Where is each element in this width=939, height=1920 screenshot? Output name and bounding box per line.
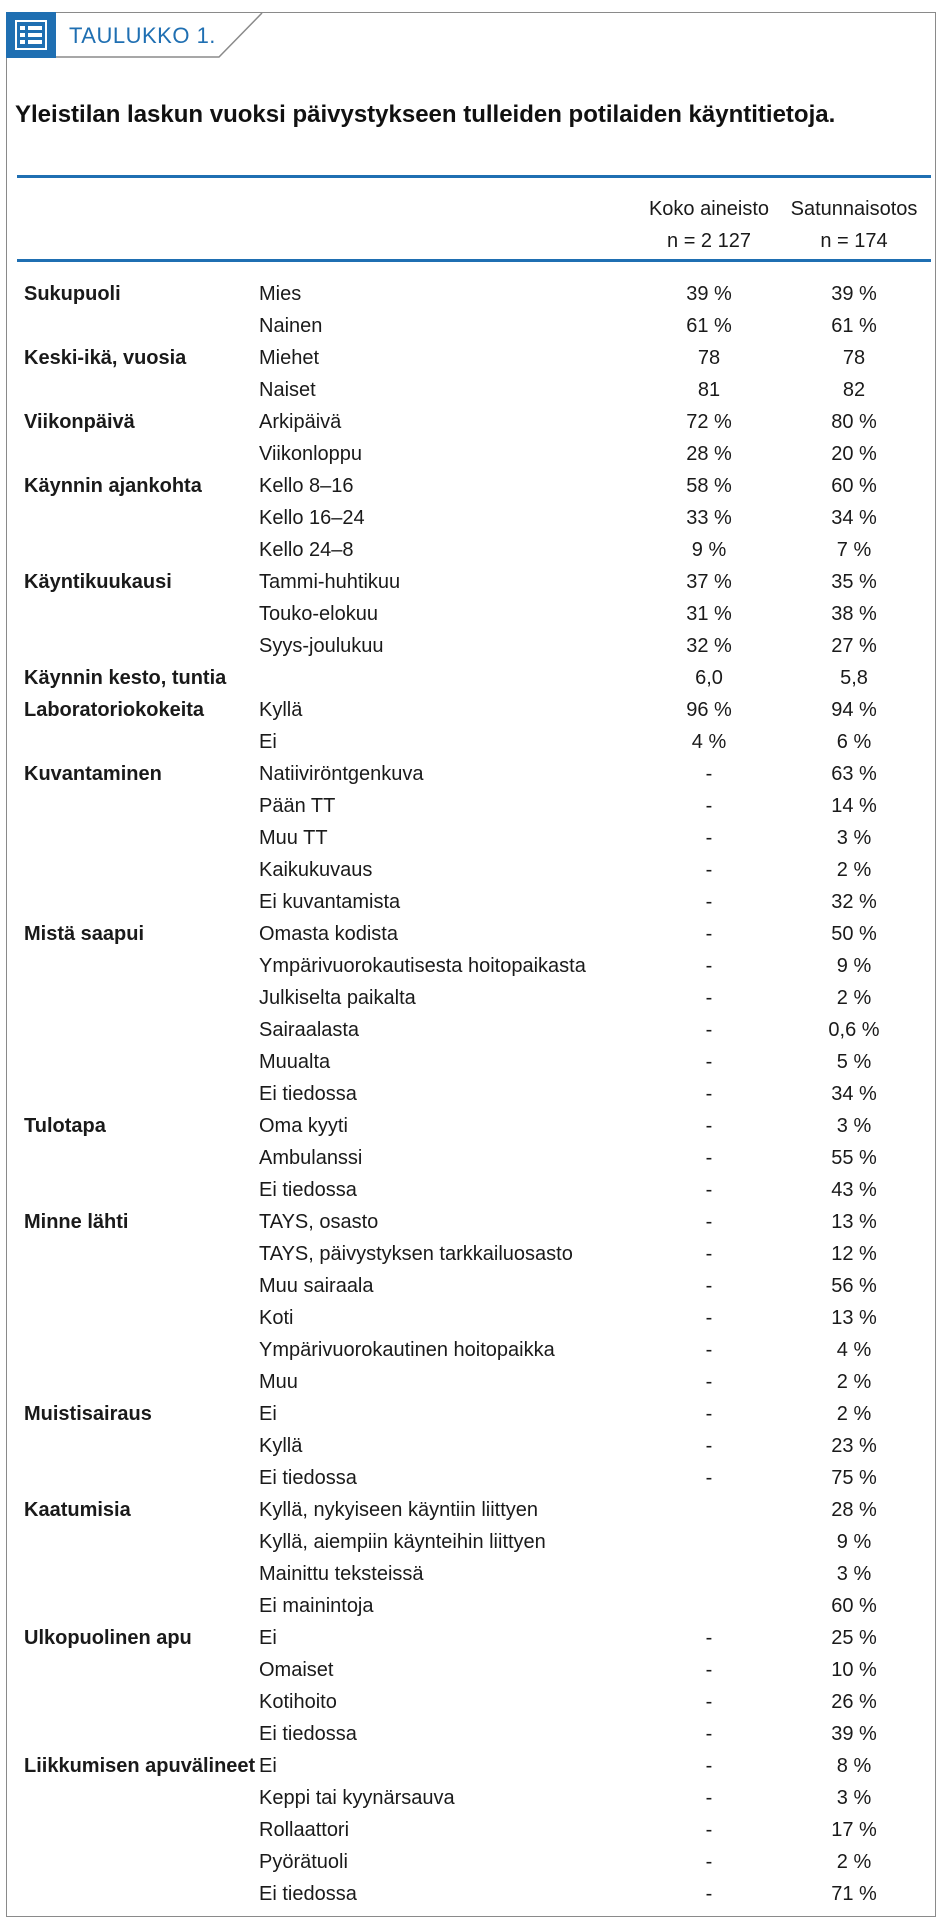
row-subcategory: Muu TT: [259, 827, 328, 849]
table-row: [7, 1622, 937, 1654]
cell-satunnaisotos: 50 %: [831, 923, 877, 945]
table-row: [7, 1334, 937, 1366]
cell-koko-aineisto: -: [705, 1851, 713, 1873]
row-subcategory: Miehet: [259, 347, 320, 369]
top-rule: [17, 175, 931, 178]
table-row: [7, 1558, 937, 1590]
row-subcategory: Omaiset: [259, 1659, 334, 1681]
cell-satunnaisotos: 4 %: [836, 1339, 872, 1361]
cell-satunnaisotos: 5,8: [840, 667, 868, 689]
row-subcategory: Nainen: [259, 315, 323, 337]
row-subcategory: Viikonloppu: [259, 443, 363, 465]
cell-koko-aineisto: 28 %: [686, 443, 732, 465]
cell-satunnaisotos: 0,6 %: [828, 1019, 880, 1041]
table-row: [7, 1078, 937, 1110]
row-subcategory: Muu sairaala: [259, 1275, 374, 1297]
row-category: Sukupuoli: [24, 283, 121, 305]
table-row: [7, 1878, 937, 1910]
row-subcategory: Ympärivuorokautisesta hoitopaikasta: [259, 955, 586, 977]
table-row: [7, 1654, 937, 1686]
table-row: [7, 310, 937, 342]
cell-satunnaisotos: 14 %: [831, 795, 877, 817]
cell-koko-aineisto: -: [705, 1019, 713, 1041]
cell-satunnaisotos: 12 %: [831, 1243, 877, 1265]
cell-koko-aineisto: -: [705, 1243, 713, 1265]
cell-satunnaisotos: 10 %: [831, 1659, 877, 1681]
cell-koko-aineisto: -: [705, 1883, 713, 1905]
cell-satunnaisotos: 35 %: [831, 571, 877, 593]
table-frame: [6, 12, 936, 1917]
table-title: Yleistilan laskun vuoksi päivystykseen tulleiden potilaiden käyntitietoja.: [15, 101, 836, 128]
row-category: Minne lähti: [24, 1211, 129, 1233]
row-subcategory: Ei: [259, 1403, 277, 1425]
row-subcategory: Ympärivuorokautinen hoitopaikka: [259, 1339, 555, 1361]
cell-satunnaisotos: 9 %: [836, 955, 872, 977]
cell-satunnaisotos: 26 %: [831, 1691, 877, 1713]
cell-satunnaisotos: 71 %: [831, 1883, 877, 1905]
cell-satunnaisotos: 2 %: [836, 1403, 872, 1425]
cell-satunnaisotos: 3 %: [836, 1563, 872, 1585]
cell-koko-aineisto: -: [705, 827, 713, 849]
row-category: Kaatumisia: [24, 1499, 131, 1521]
table-row: [7, 854, 937, 886]
table-row: [7, 822, 937, 854]
cell-satunnaisotos: 34 %: [831, 1083, 877, 1105]
cell-satunnaisotos: 63 %: [831, 763, 877, 785]
column-header-n: n = 2 127: [667, 230, 751, 252]
cell-koko-aineisto: -: [705, 923, 713, 945]
cell-satunnaisotos: 7 %: [836, 539, 872, 561]
row-subcategory: Pyörätuoli: [259, 1851, 348, 1873]
row-category: Laboratoriokokeita: [24, 699, 205, 721]
row-subcategory: Ei tiedossa: [259, 1083, 357, 1105]
cell-satunnaisotos: 13 %: [831, 1211, 877, 1233]
cell-koko-aineisto: -: [705, 1787, 713, 1809]
cell-koko-aineisto: 78: [697, 347, 721, 369]
table-row: [7, 502, 937, 534]
cell-satunnaisotos: 2 %: [836, 859, 872, 881]
table-row: [7, 1526, 937, 1558]
cell-koko-aineisto: -: [705, 1115, 713, 1137]
table-row: [7, 662, 937, 694]
column-header-n: n = 174: [820, 230, 888, 252]
cell-koko-aineisto: -: [705, 955, 713, 977]
cell-satunnaisotos: 94 %: [831, 699, 877, 721]
cell-satunnaisotos: 75 %: [831, 1467, 877, 1489]
cell-koko-aineisto: -: [705, 1307, 713, 1329]
table-row: [7, 374, 937, 406]
cell-koko-aineisto: -: [705, 1691, 713, 1713]
cell-satunnaisotos: 6 %: [836, 731, 872, 753]
table-row: [7, 918, 937, 950]
column-header-satunnaisotos: [774, 193, 934, 257]
header-rule: [17, 259, 931, 262]
cell-koko-aineisto: -: [705, 1723, 713, 1745]
row-subcategory: Ei tiedossa: [259, 1883, 357, 1905]
row-subcategory: Arkipäivä: [259, 411, 342, 433]
row-subcategory: Ei: [259, 1627, 277, 1649]
table-row: [7, 470, 937, 502]
table-row: [7, 1142, 937, 1174]
row-subcategory: Natiiviröntgenkuva: [259, 763, 424, 785]
table-row: [7, 1686, 937, 1718]
row-subcategory: Muualta: [259, 1051, 331, 1073]
row-subcategory: Kyllä, aiempiin käynteihin liittyen: [259, 1531, 546, 1553]
table-row: [7, 694, 937, 726]
cell-satunnaisotos: 55 %: [831, 1147, 877, 1169]
row-subcategory: Kello 24–8: [259, 539, 354, 561]
cell-satunnaisotos: 23 %: [831, 1435, 877, 1457]
row-subcategory: Kyllä, nykyiseen käyntiin liittyen: [259, 1499, 539, 1521]
cell-koko-aineisto: -: [705, 1467, 713, 1489]
row-category: Käyntikuukausi: [24, 571, 172, 593]
table-row: [7, 1590, 937, 1622]
table-row: [7, 1750, 937, 1782]
row-subcategory: Ei mainintoja: [259, 1595, 374, 1617]
row-category: Muistisairaus: [24, 1403, 152, 1425]
cell-koko-aineisto: -: [705, 1371, 713, 1393]
row-subcategory: Touko-elokuu: [259, 603, 378, 625]
cell-koko-aineisto: 31 %: [686, 603, 732, 625]
row-category: Käynnin kesto, tuntia: [24, 667, 227, 689]
table-row: [7, 1238, 937, 1270]
row-subcategory: Pään TT: [259, 795, 336, 817]
row-category: Liikkumisen apuvälineet: [24, 1755, 256, 1777]
cell-satunnaisotos: 32 %: [831, 891, 877, 913]
cell-koko-aineisto: -: [705, 1211, 713, 1233]
row-subcategory: Julkiselta paikalta: [259, 987, 416, 1009]
cell-koko-aineisto: 72 %: [686, 411, 732, 433]
cell-koko-aineisto: -: [705, 1755, 713, 1777]
cell-koko-aineisto: 58 %: [686, 475, 732, 497]
row-subcategory: Muu: [259, 1371, 298, 1393]
cell-koko-aineisto: 32 %: [686, 635, 732, 657]
table-body: [7, 278, 937, 1910]
cell-satunnaisotos: 9 %: [836, 1531, 872, 1553]
column-header-koko-aineisto: [629, 193, 789, 257]
row-subcategory: Ei tiedossa: [259, 1179, 357, 1201]
row-subcategory: Ei: [259, 731, 277, 753]
cell-satunnaisotos: 8 %: [836, 1755, 872, 1777]
row-category: Mistä saapui: [24, 923, 145, 945]
table-row: [7, 406, 937, 438]
cell-satunnaisotos: 2 %: [836, 1851, 872, 1873]
cell-satunnaisotos: 39 %: [831, 1723, 877, 1745]
cell-koko-aineisto: -: [705, 1179, 713, 1201]
cell-satunnaisotos: 60 %: [831, 1595, 877, 1617]
table-row: [7, 598, 937, 630]
row-category: Keski-ikä, vuosia: [24, 347, 187, 369]
cell-satunnaisotos: 13 %: [831, 1307, 877, 1329]
cell-koko-aineisto: -: [705, 1083, 713, 1105]
table-row: [7, 1046, 937, 1078]
cell-koko-aineisto: -: [705, 987, 713, 1009]
cell-koko-aineisto: 96 %: [686, 699, 732, 721]
cell-koko-aineisto: -: [705, 1627, 713, 1649]
cell-koko-aineisto: 4 %: [691, 731, 727, 753]
cell-satunnaisotos: 56 %: [831, 1275, 877, 1297]
cell-satunnaisotos: 3 %: [836, 827, 872, 849]
row-category: Käynnin ajankohta: [24, 475, 202, 497]
row-subcategory: Ambulanssi: [259, 1147, 363, 1169]
row-subcategory: Mainittu teksteissä: [259, 1563, 424, 1585]
cell-koko-aineisto: -: [705, 1147, 713, 1169]
row-subcategory: Ei kuvantamista: [259, 891, 401, 913]
row-subcategory: Kello 16–24: [259, 507, 365, 529]
table-row: [7, 1718, 937, 1750]
row-subcategory: Koti: [259, 1307, 294, 1329]
row-subcategory: Kyllä: [259, 699, 303, 721]
table-row: [7, 1430, 937, 1462]
cell-satunnaisotos: 80 %: [831, 411, 877, 433]
table-row: [7, 1846, 937, 1878]
cell-satunnaisotos: 17 %: [831, 1819, 877, 1841]
row-subcategory: Ei tiedossa: [259, 1467, 357, 1489]
row-subcategory: Oma kyyti: [259, 1115, 348, 1137]
cell-satunnaisotos: 38 %: [831, 603, 877, 625]
row-subcategory: Kello 8–16: [259, 475, 354, 497]
cell-satunnaisotos: 27 %: [831, 635, 877, 657]
cell-satunnaisotos: 3 %: [836, 1115, 872, 1137]
table-row: [7, 438, 937, 470]
table-row: [7, 630, 937, 662]
cell-satunnaisotos: 60 %: [831, 475, 877, 497]
row-subcategory: TAYS, päivystyksen tarkkailuosasto: [259, 1243, 573, 1265]
cell-koko-aineisto: -: [705, 1819, 713, 1841]
cell-satunnaisotos: 43 %: [831, 1179, 877, 1201]
cell-koko-aineisto: 37 %: [686, 571, 732, 593]
row-subcategory: Keppi tai kyynärsauva: [259, 1787, 455, 1809]
table-row: [7, 566, 937, 598]
cell-koko-aineisto: 6,0: [695, 667, 723, 689]
row-subcategory: Rollaattori: [259, 1819, 350, 1841]
table-row: [7, 1174, 937, 1206]
cell-koko-aineisto: 33 %: [686, 507, 732, 529]
cell-satunnaisotos: 82: [842, 379, 866, 401]
cell-koko-aineisto: -: [705, 1435, 713, 1457]
cell-satunnaisotos: 39 %: [831, 283, 877, 305]
table-tab-label: TAULUKKO 1.: [69, 23, 216, 48]
table-row: [7, 886, 937, 918]
cell-satunnaisotos: 2 %: [836, 987, 872, 1009]
table-row: [7, 1494, 937, 1526]
cell-koko-aineisto: -: [705, 1659, 713, 1681]
cell-satunnaisotos: 34 %: [831, 507, 877, 529]
cell-koko-aineisto: 39 %: [686, 283, 732, 305]
cell-koko-aineisto: -: [705, 1339, 713, 1361]
row-subcategory: Ei: [259, 1755, 277, 1777]
cell-koko-aineisto: -: [705, 1275, 713, 1297]
cell-koko-aineisto: -: [705, 763, 713, 785]
table-row: [7, 950, 937, 982]
row-subcategory: Ei tiedossa: [259, 1723, 357, 1745]
row-subcategory: Syys-joulukuu: [259, 635, 384, 657]
table-row: [7, 982, 937, 1014]
row-category: Kuvantaminen: [24, 763, 162, 785]
row-subcategory: Omasta kodista: [259, 923, 398, 945]
cell-koko-aineisto: -: [705, 1403, 713, 1425]
row-subcategory: Mies: [259, 283, 302, 305]
cell-satunnaisotos: 61 %: [831, 315, 877, 337]
table-row: [7, 758, 937, 790]
row-subcategory: Kaikukuvaus: [259, 859, 373, 881]
cell-koko-aineisto: -: [705, 1051, 713, 1073]
row-category: Tulotapa: [24, 1115, 106, 1137]
cell-satunnaisotos: 20 %: [831, 443, 877, 465]
cell-koko-aineisto: -: [705, 859, 713, 881]
table-row: [7, 1814, 937, 1846]
row-subcategory: Naiset: [259, 379, 316, 401]
table-icon: [6, 12, 56, 58]
cell-satunnaisotos: 78: [842, 347, 866, 369]
table-row: [7, 1206, 937, 1238]
table-row: [7, 1014, 937, 1046]
cell-koko-aineisto: 81: [697, 379, 721, 401]
cell-satunnaisotos: 2 %: [836, 1371, 872, 1393]
cell-satunnaisotos: 3 %: [836, 1787, 872, 1809]
row-subcategory: Tammi-huhtikuu: [259, 571, 401, 593]
column-header-name: Satunnaisotos: [790, 198, 918, 220]
row-subcategory: Kotihoito: [259, 1691, 337, 1713]
row-subcategory: Sairaalasta: [259, 1019, 360, 1041]
table-row: [7, 1366, 937, 1398]
row-subcategory: Kyllä: [259, 1435, 303, 1457]
cell-koko-aineisto: 61 %: [686, 315, 732, 337]
table-row: [7, 1398, 937, 1430]
column-header-name: Koko aineisto: [648, 198, 770, 220]
table-row: [7, 278, 937, 310]
row-subcategory: TAYS, osasto: [259, 1211, 379, 1233]
cell-koko-aineisto: -: [705, 795, 713, 817]
cell-satunnaisotos: 5 %: [836, 1051, 872, 1073]
table-row: [7, 342, 937, 374]
cell-satunnaisotos: 25 %: [831, 1627, 877, 1649]
table-row: [7, 790, 937, 822]
cell-satunnaisotos: 28 %: [831, 1499, 877, 1521]
cell-koko-aineisto: 9 %: [691, 539, 727, 561]
table-row: [7, 1462, 937, 1494]
table-row: [7, 1270, 937, 1302]
table-row: [7, 1782, 937, 1814]
table-row: [7, 1110, 937, 1142]
table-row: [7, 726, 937, 758]
table-row: [7, 534, 937, 566]
row-category: Ulkopuolinen apu: [24, 1627, 192, 1649]
row-category: Viikonpäivä: [24, 411, 135, 433]
cell-koko-aineisto: -: [705, 891, 713, 913]
table-row: [7, 1302, 937, 1334]
